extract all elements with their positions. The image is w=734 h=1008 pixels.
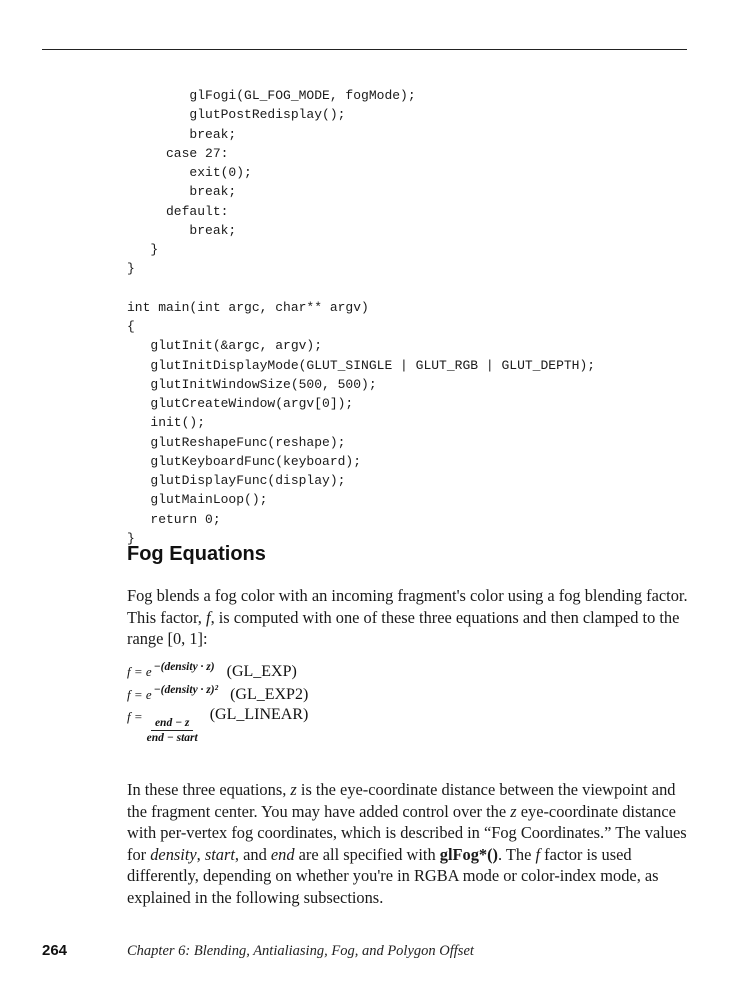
code-line: init();: [127, 415, 206, 431]
code-line: }: [127, 261, 135, 277]
code-line: [127, 279, 595, 298]
code-line: glutInit(&argc, argv);: [127, 338, 323, 354]
code-line: break;: [127, 126, 237, 142]
code-line: exit(0);: [127, 165, 252, 180]
fraction-numerator: end − z: [151, 716, 193, 731]
running-footer: Chapter 6: Blending, Antialiasing, Fog, and Polygon Offset: [127, 943, 474, 959]
code-line: glutReshapeFunc(reshape);: [127, 434, 346, 450]
code-line: glutCreateWindow(argv[0]);: [127, 396, 354, 411]
equation-mode: (GL_LINEAR): [209, 706, 309, 723]
code-line: int main(int argc, char** argv): [127, 299, 369, 315]
code-line: glFogi(GL_FOG_MODE, fogMode);: [127, 88, 416, 103]
equation-lhs: f =: [127, 709, 143, 724]
equation-mode: (GL_EXP2): [230, 686, 309, 703]
code-line: break;: [127, 184, 237, 200]
code-line: glutInitWindowSize(500, 500);: [127, 376, 377, 392]
code-line: return 0;: [127, 511, 221, 527]
code-listing: [127, 86, 595, 548]
intro-paragraph: Fog blends a fog color with an incoming fragment's color using a fog blending factor. This factor, f, is computed with one of these three equations and then clamped to the range [0, 1]:: [127, 586, 688, 648]
code-line: glutKeyboardFunc(keyboard);: [127, 453, 362, 469]
code-line: {: [127, 319, 135, 334]
code-line: break;: [127, 222, 237, 238]
fraction-denominator: end − start: [146, 732, 198, 744]
equation-fraction: [147, 716, 198, 745]
equation-exponent: −(density · z): [153, 661, 215, 673]
section-heading: Fog Equations: [127, 543, 266, 565]
code-line: case 27:: [127, 145, 229, 161]
equation-lhs: f = e: [127, 687, 152, 702]
explanation-paragraph: In these three equations, z is the eye-coordinate distance between the viewpoint and the fragment center. You may have added control over the z eye-coordinate distance with per-vertex fog coordinates, which is described in “Fog Coordinates.” The values for density, start, and end are all specified with glFog*(). The f factor is used differently, depending on whether you're in RGBA mode or color-index mode, as explained in the following subsections.: [127, 780, 687, 907]
code-line: glutPostRedisplay();: [127, 107, 346, 123]
code-line: glutMainLoop();: [127, 492, 268, 508]
code-line: }: [127, 530, 135, 546]
code-line: glutInitDisplayMode(GLUT_SINGLE | GLUT_RGB | GLUT_DEPTH);: [127, 357, 596, 373]
code-line: glutDisplayFunc(display);: [127, 473, 346, 488]
top-rule: [42, 49, 687, 50]
equation-exponent: −(density · z)²: [153, 684, 219, 696]
equation-lhs: f = e: [127, 664, 152, 679]
equation-linear: [127, 706, 309, 744]
page-number: 264: [42, 942, 68, 959]
function-name: glFog*(): [439, 844, 499, 864]
code-line: }: [127, 242, 159, 257]
equation-mode: (GL_EXP): [226, 663, 297, 680]
code-line: default:: [127, 203, 229, 219]
